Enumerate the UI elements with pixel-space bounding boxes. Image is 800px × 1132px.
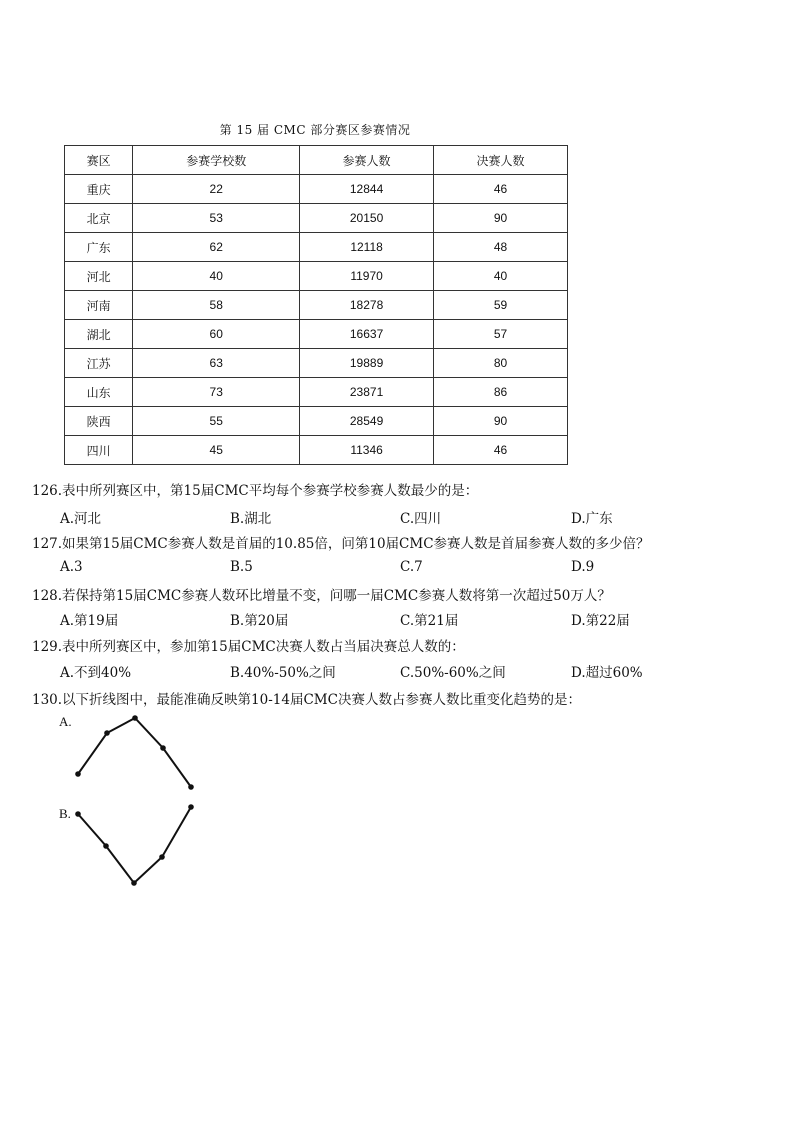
region-cell: 重庆 (65, 175, 133, 204)
question-126: 126.表中所列赛区中，第15届CMC平均每个参赛学校参赛人数最少的是： (32, 483, 479, 499)
table-row (65, 204, 568, 233)
table-row (65, 320, 568, 349)
figure-a-point (75, 771, 81, 777)
value-cell: 11346 (300, 436, 434, 465)
figure-a-point (188, 784, 194, 790)
option-a: A.第19届 (60, 613, 119, 629)
option-c: C.7 (400, 559, 423, 575)
region-cell: 河北 (65, 262, 133, 291)
option-b: B.第20届 (230, 613, 289, 629)
value-cell: 48 (434, 233, 568, 262)
figure-b-label: B. (59, 806, 71, 821)
table-row (65, 175, 568, 204)
header-cell: 参赛人数 (300, 146, 434, 175)
question-130: 130.以下折线图中，最能准确反映第10-14届CMC决赛人数占参赛人数比重变化趋势的是： (32, 692, 581, 708)
option-c: C.四川 (400, 511, 442, 527)
header-cell: 决赛人数 (434, 146, 568, 175)
header-cell: 参赛学校数 (133, 146, 300, 175)
value-cell: 20150 (300, 204, 434, 233)
question-129: 129.表中所列赛区中，参加第15届CMC决赛人数占当届决赛总人数的： (32, 639, 465, 655)
figure-a-point (132, 715, 138, 721)
value-cell: 19889 (300, 349, 434, 378)
figure-b-point (131, 880, 137, 886)
figure-b-point (159, 854, 165, 860)
value-cell: 73 (133, 378, 300, 407)
table-row (65, 233, 568, 262)
options-128 (60, 609, 660, 629)
value-cell: 11970 (300, 262, 434, 291)
options-129 (60, 661, 660, 681)
region-cell: 湖北 (65, 320, 133, 349)
value-cell: 40 (434, 262, 568, 291)
figure-a-point (160, 745, 166, 751)
value-cell: 22 (133, 175, 300, 204)
value-cell: 57 (434, 320, 568, 349)
value-cell: 16637 (300, 320, 434, 349)
value-cell: 80 (434, 349, 568, 378)
value-cell: 55 (133, 407, 300, 436)
region-cell: 河南 (65, 291, 133, 320)
option-d: D.第22届 (571, 613, 630, 629)
value-cell: 59 (434, 291, 568, 320)
option-d: D.9 (571, 559, 595, 575)
table-row (65, 291, 568, 320)
value-cell: 60 (133, 320, 300, 349)
options-127 (60, 559, 660, 579)
value-cell: 46 (434, 436, 568, 465)
value-cell: 18278 (300, 291, 434, 320)
table-row (65, 349, 568, 378)
table-row (65, 407, 568, 436)
option-b: B.湖北 (230, 511, 272, 527)
value-cell: 12118 (300, 233, 434, 262)
option-d: D.广东 (571, 511, 613, 527)
value-cell: 23871 (300, 378, 434, 407)
table-row (65, 436, 568, 465)
option-c: C.50%-60%之间 (400, 665, 506, 681)
value-cell: 45 (133, 436, 300, 465)
figure-b-line (78, 807, 191, 883)
region-cell: 江苏 (65, 349, 133, 378)
option-b: B.40%-50%之间 (230, 665, 336, 681)
table-row (65, 378, 568, 407)
option-c: C.第21届 (400, 613, 459, 629)
figure-a-line-chart (60, 705, 210, 805)
value-cell: 53 (133, 204, 300, 233)
figure-b-point (188, 804, 194, 810)
table-row (65, 262, 568, 291)
value-cell: 46 (434, 175, 568, 204)
figure-a-label: A. (59, 714, 72, 729)
value-cell: 58 (133, 291, 300, 320)
region-cell: 陕西 (65, 407, 133, 436)
figure-b-point (103, 843, 109, 849)
option-a: A.不到40% (60, 665, 132, 681)
value-cell: 40 (133, 262, 300, 291)
value-cell: 62 (133, 233, 300, 262)
data-table (64, 145, 568, 465)
value-cell: 12844 (300, 175, 434, 204)
option-a: A.3 (60, 559, 83, 575)
value-cell: 90 (434, 204, 568, 233)
value-cell: 90 (434, 407, 568, 436)
option-b: B.5 (230, 559, 253, 575)
header-cell: 赛区 (65, 146, 133, 175)
table-caption: 第 15 届 CMC 部分赛区参赛情况 (219, 123, 411, 137)
figure-b-line-chart (60, 795, 210, 895)
question-128: 128.若保持第15届CMC参赛人数环比增量不变，问哪一届CMC参赛人数将第一次超过50万人？ (32, 588, 611, 604)
option-d: D.超过60% (571, 665, 643, 681)
region-cell: 广东 (65, 233, 133, 262)
value-cell: 63 (133, 349, 300, 378)
region-cell: 山东 (65, 378, 133, 407)
value-cell: 28549 (300, 407, 434, 436)
region-cell: 北京 (65, 204, 133, 233)
figure-b-point (75, 811, 81, 817)
region-cell: 四川 (65, 436, 133, 465)
options-126 (60, 507, 660, 527)
figure-a-point (104, 730, 110, 736)
question-127: 127.如果第15届CMC参赛人数是首届的10.85倍，问第10届CMC参赛人数是首届参赛人数的多少倍？ (32, 536, 650, 552)
value-cell: 86 (434, 378, 568, 407)
table-header-row (65, 146, 568, 175)
option-a: A.河北 (60, 511, 102, 527)
figure-a-line (78, 718, 191, 787)
